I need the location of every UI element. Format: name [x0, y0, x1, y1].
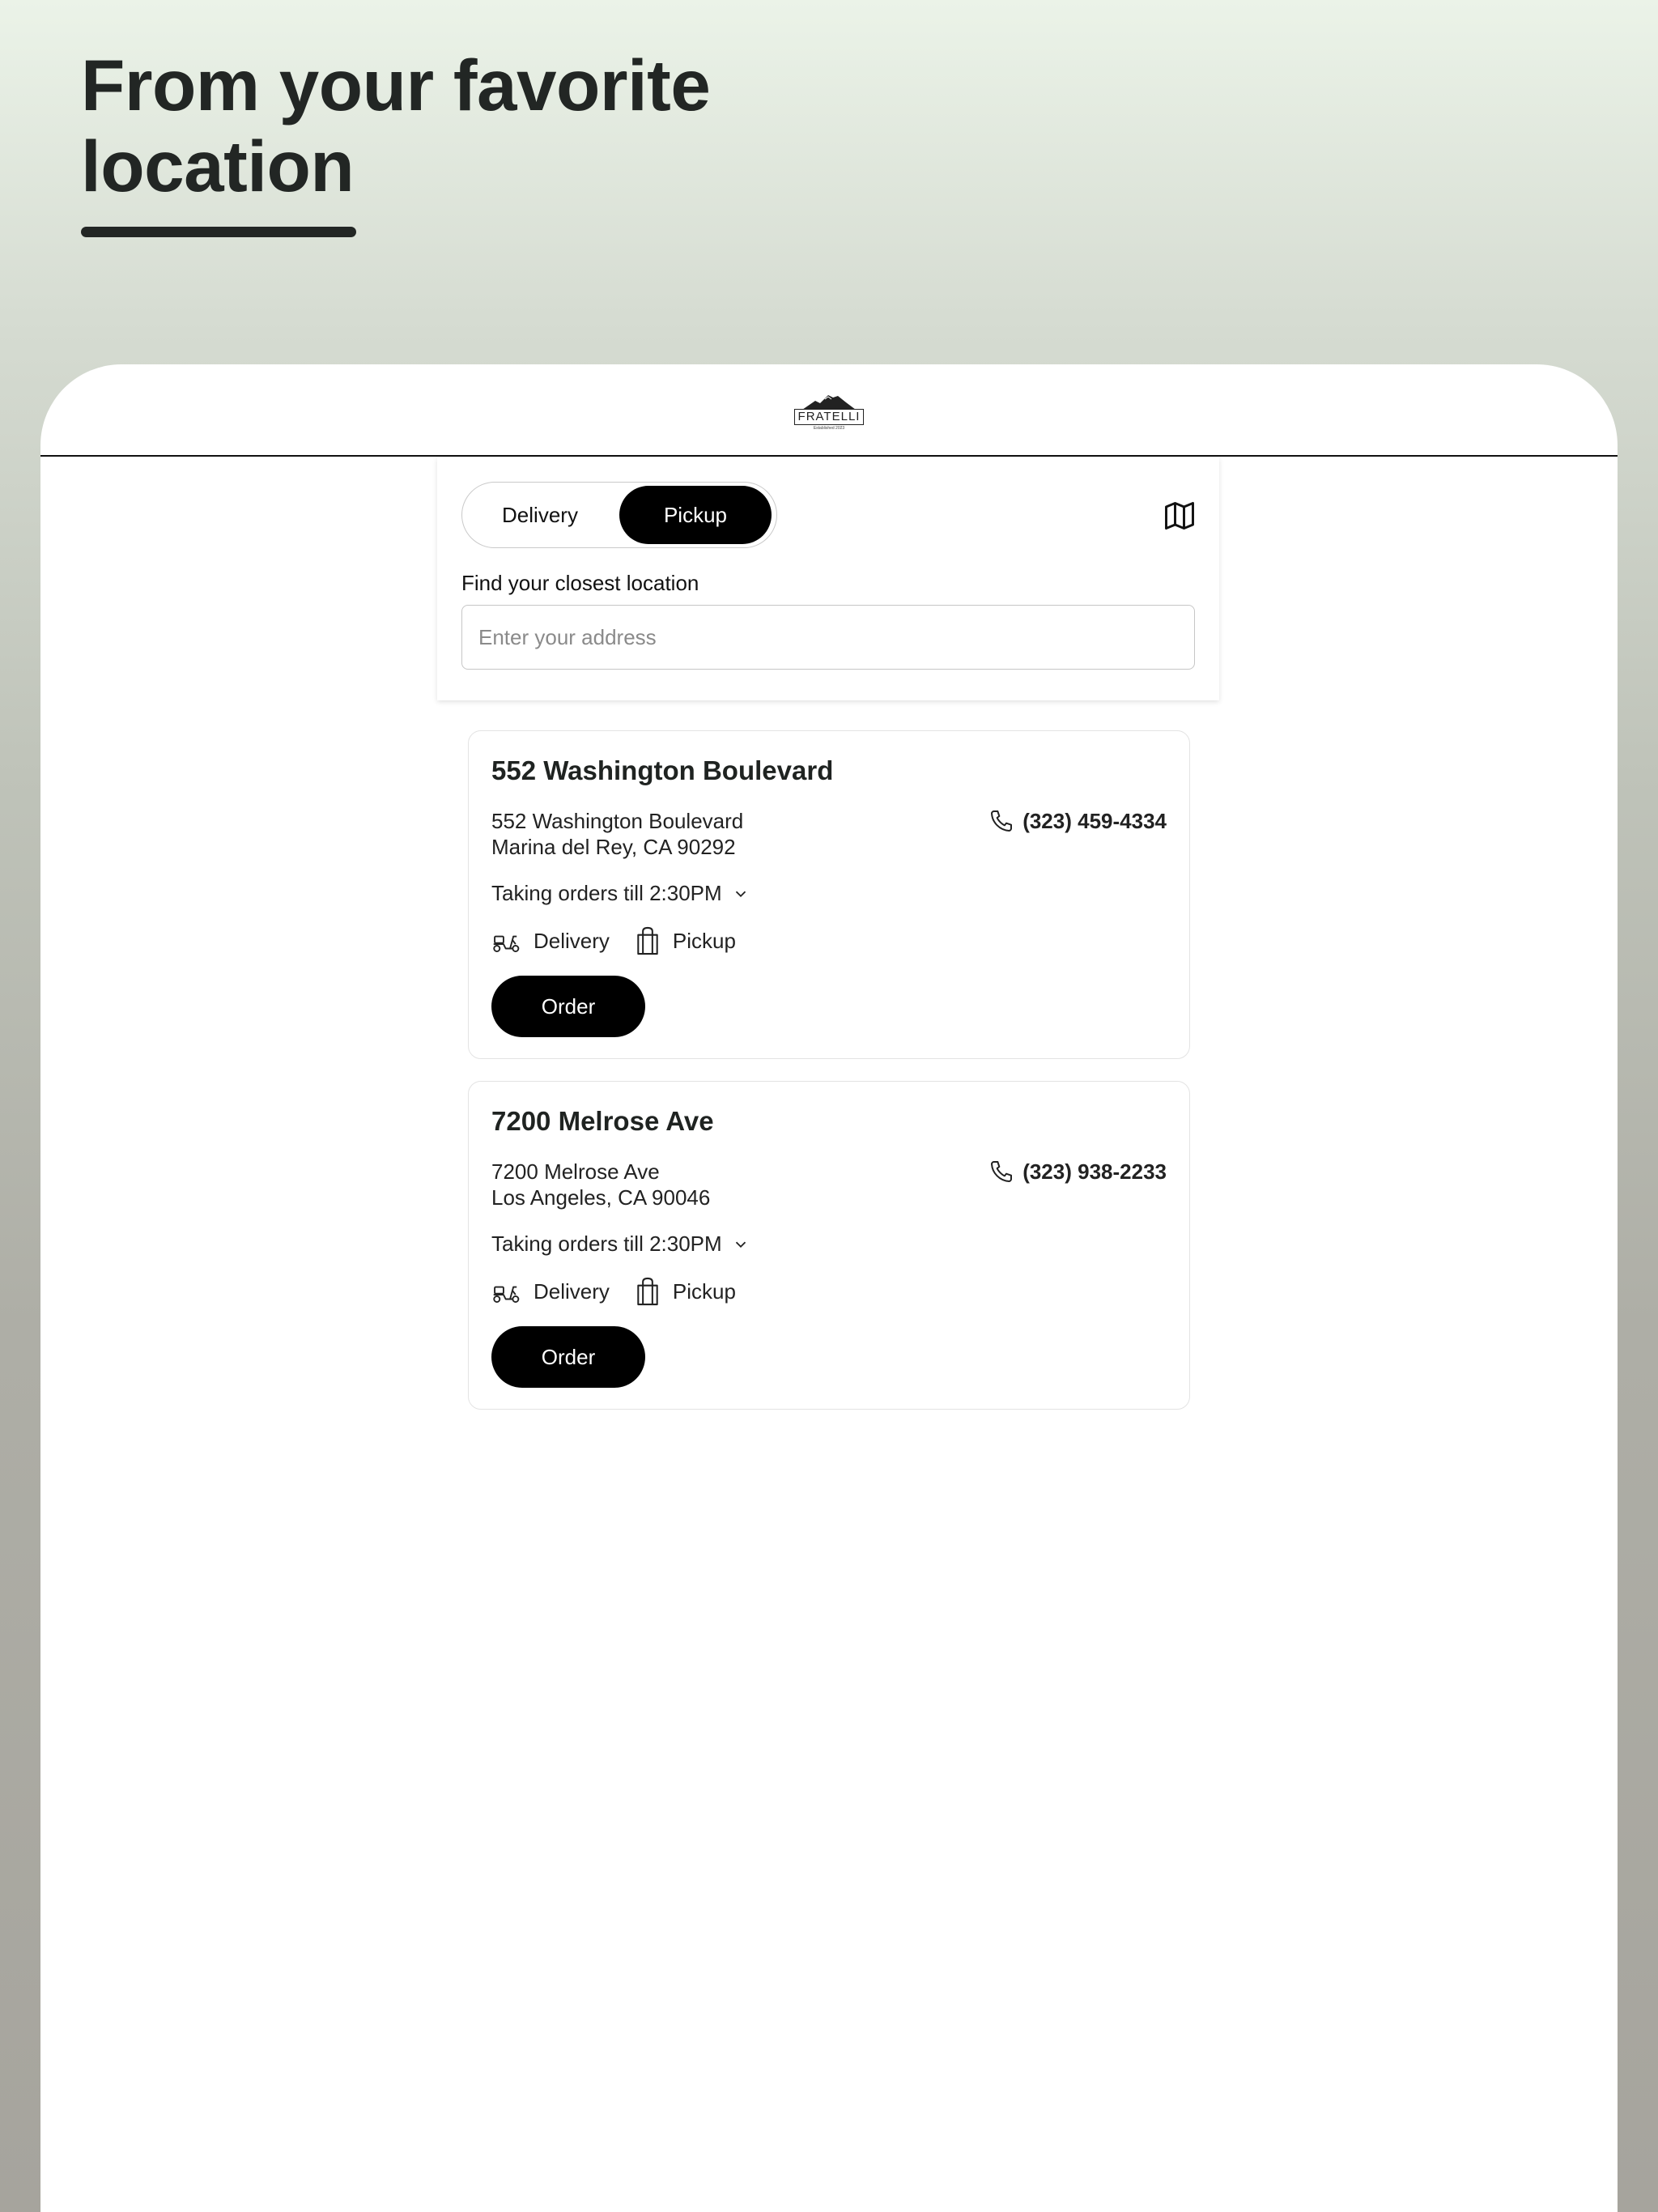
headline-underline	[81, 227, 356, 237]
order-button[interactable]: Order	[491, 1326, 645, 1388]
chevron-down-icon	[732, 1236, 750, 1253]
phone-link[interactable]	[988, 1159, 1167, 1185]
mode-pickup-option[interactable]: Pickup	[619, 486, 772, 544]
service-pickup	[634, 1276, 736, 1307]
service-options	[491, 1276, 760, 1307]
address-input[interactable]	[461, 605, 1195, 670]
service-pickup	[634, 925, 736, 956]
hours-text: Taking orders till 2:30PM	[491, 1231, 722, 1256]
location-name: 7200 Melrose Ave	[491, 1106, 714, 1136]
page-headline	[81, 45, 710, 206]
order-button[interactable]: Order	[491, 976, 645, 1037]
phone-icon	[988, 1159, 1014, 1185]
headline-line-1: From your favorite	[81, 45, 711, 125]
map-view-button[interactable]	[1162, 498, 1197, 534]
scooter-icon	[491, 927, 522, 955]
phone-link[interactable]	[988, 808, 1167, 834]
mountain-logo-icon	[801, 393, 857, 410]
map-icon	[1162, 498, 1197, 534]
brand-logo[interactable]	[784, 393, 874, 435]
logo-tagline: Established 2023	[813, 426, 845, 431]
shopping-bag-icon	[634, 1276, 661, 1307]
service-delivery-label: Delivery	[534, 1278, 610, 1304]
shopping-bag-icon	[634, 925, 661, 956]
headline-line-2: location	[81, 125, 355, 206]
location-address	[491, 1159, 710, 1210]
location-card	[468, 730, 1190, 1059]
location-address	[491, 808, 743, 860]
address-line-2: Los Angeles, CA 90046	[491, 1185, 711, 1210]
phone-icon	[988, 808, 1014, 834]
service-delivery	[491, 1278, 610, 1305]
service-pickup-label: Pickup	[672, 1278, 736, 1304]
address-line-2: Marina del Rey, CA 90292	[491, 835, 736, 859]
service-options	[491, 925, 760, 956]
app-frame	[40, 364, 1618, 2212]
phone-number: (323) 938-2233	[1022, 1159, 1167, 1184]
chevron-down-icon	[732, 885, 750, 903]
location-card	[468, 1081, 1190, 1410]
service-delivery	[491, 927, 610, 955]
service-delivery-label: Delivery	[534, 928, 610, 953]
service-pickup-label: Pickup	[672, 928, 736, 953]
hours-dropdown[interactable]	[491, 1231, 750, 1257]
phone-number: (323) 459-4334	[1022, 808, 1167, 833]
scooter-icon	[491, 1278, 522, 1305]
logo-wordmark: FRATELLI	[794, 409, 865, 425]
hours-dropdown[interactable]	[491, 881, 750, 906]
find-location-label: Find your closest location	[461, 571, 699, 595]
order-mode-toggle	[461, 482, 777, 548]
address-line-1: 552 Washington Boulevard	[491, 809, 744, 833]
location-name: 552 Washington Boulevard	[491, 755, 834, 785]
location-search-panel	[437, 457, 1219, 700]
app-header	[40, 364, 1618, 457]
mode-delivery-option[interactable]: Delivery	[502, 503, 578, 527]
hours-text: Taking orders till 2:30PM	[491, 881, 722, 905]
address-line-1: 7200 Melrose Ave	[491, 1159, 660, 1184]
